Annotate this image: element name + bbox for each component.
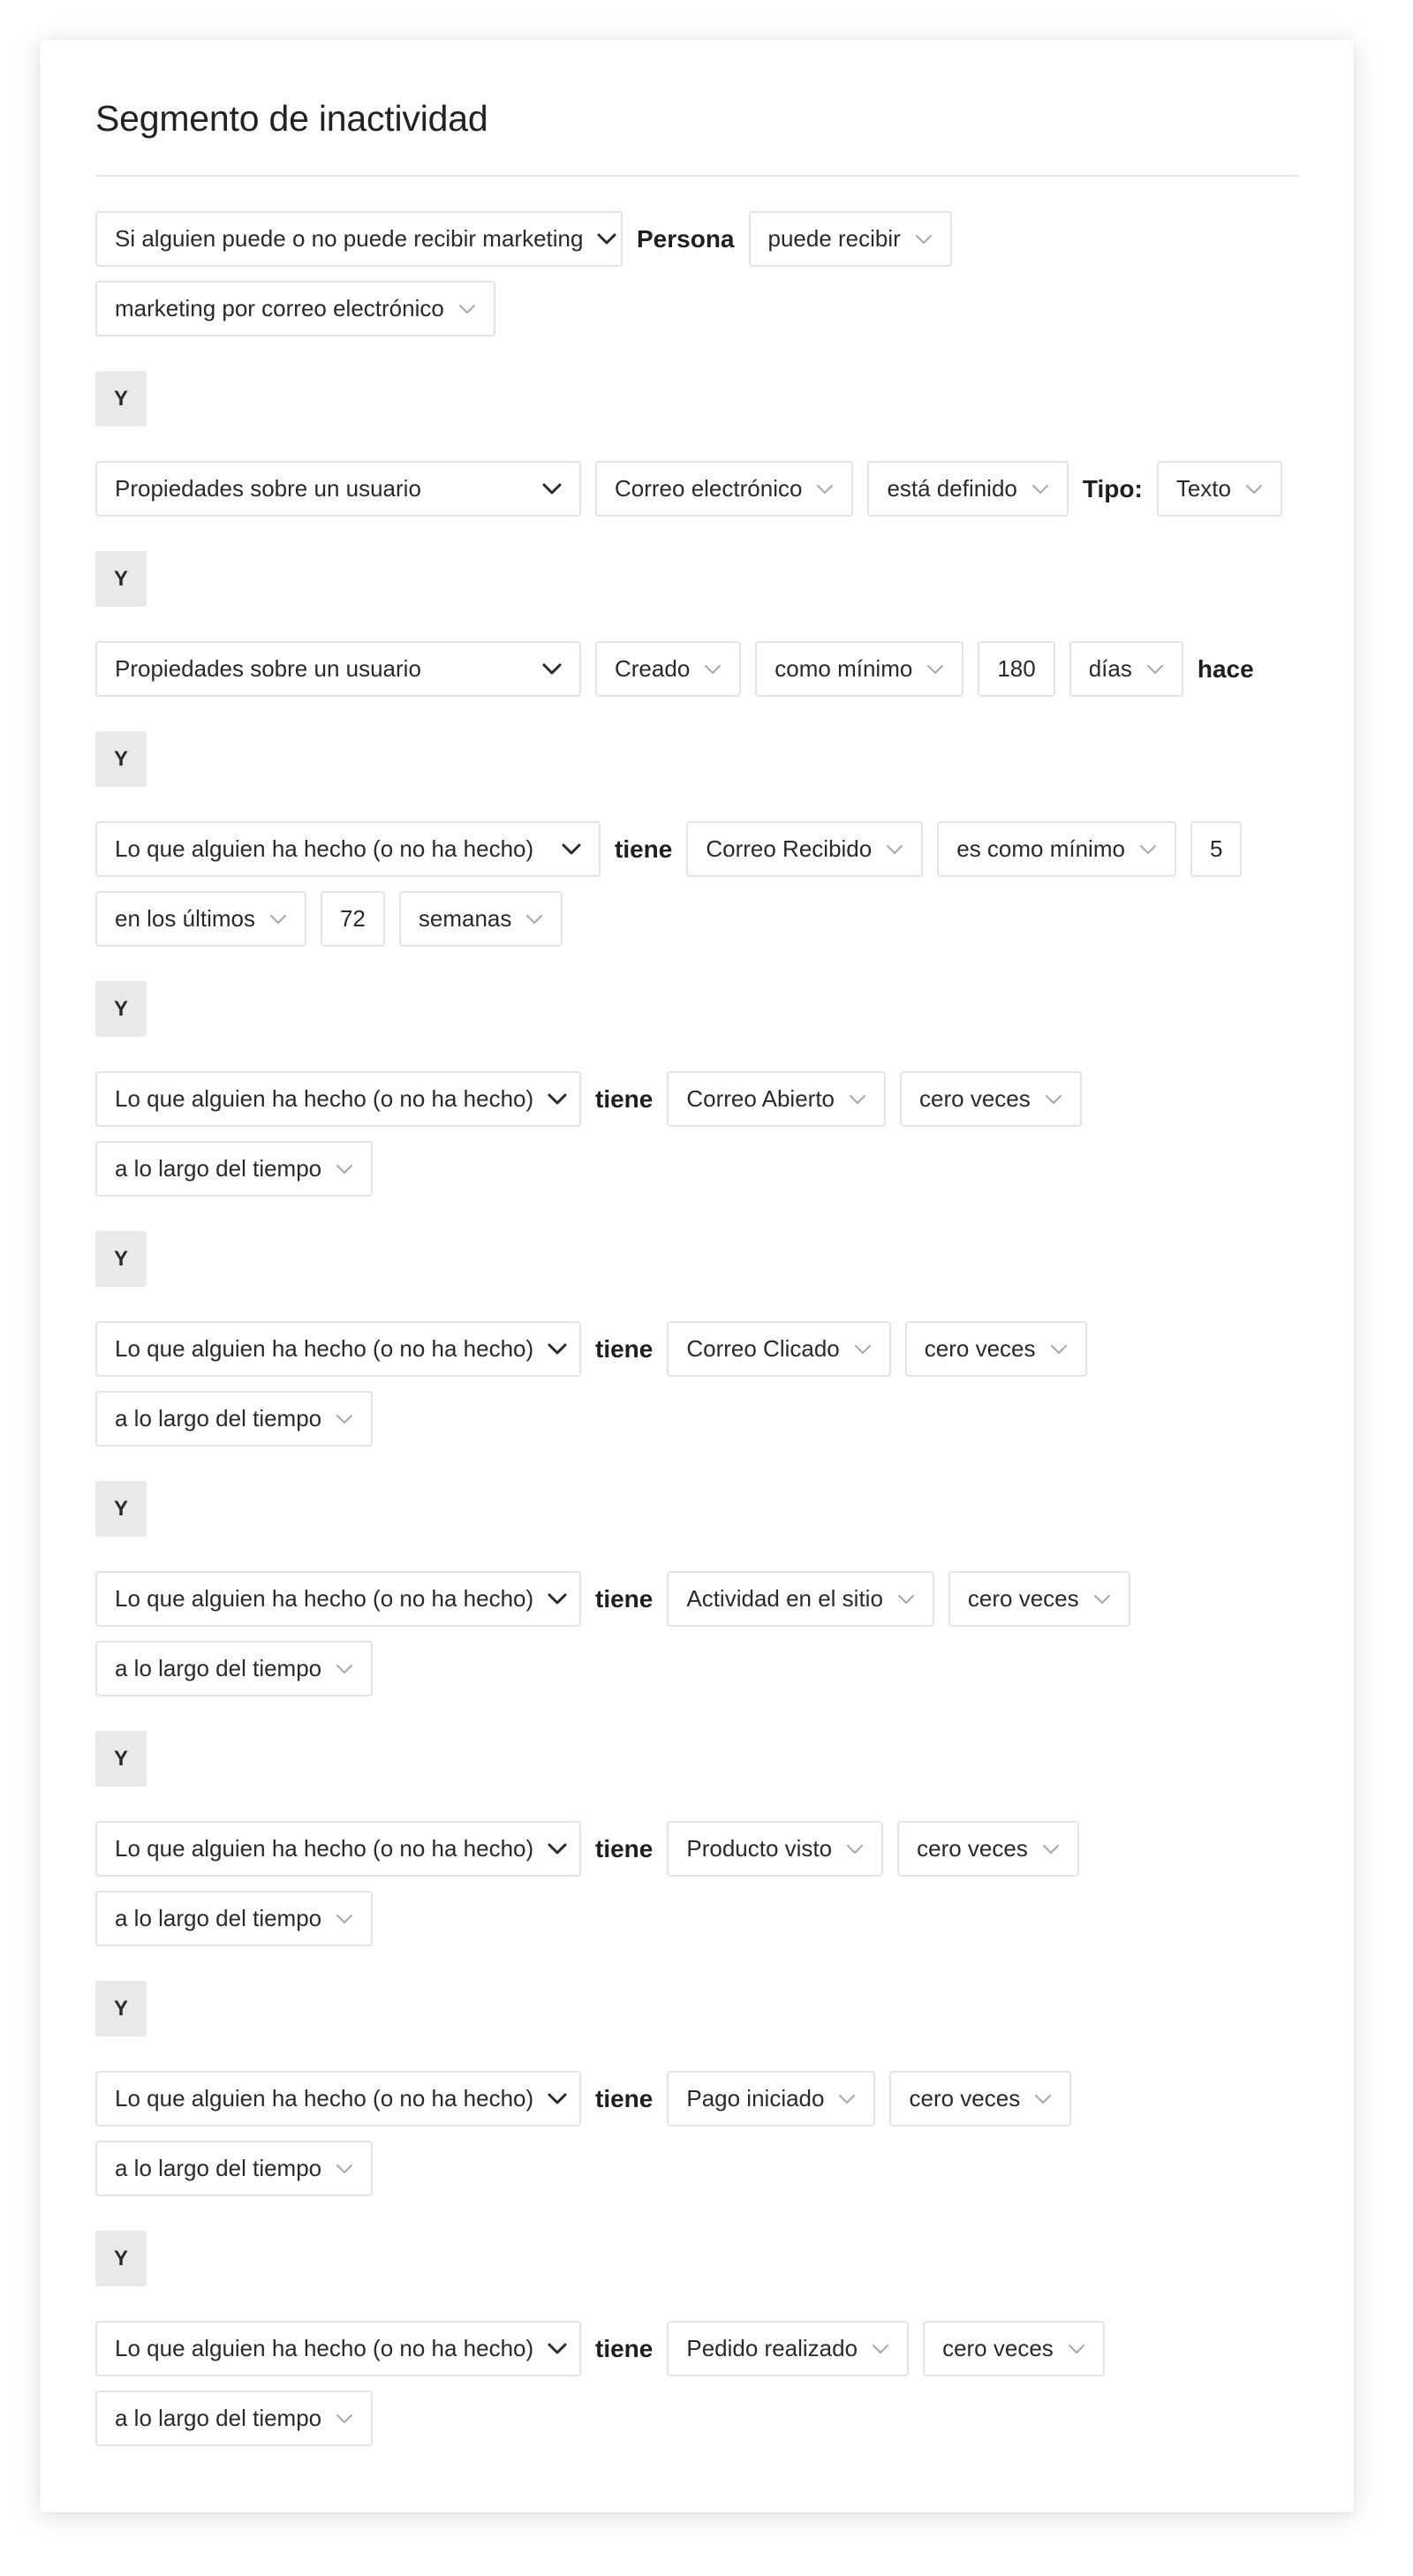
condition-type-select-value: Lo que alguien ha hecho (o no ha hecho) xyxy=(115,1335,534,1362)
metric-select[interactable] xyxy=(667,1821,883,1877)
chevron-down-icon xyxy=(562,843,581,856)
property-select-value: Creado xyxy=(615,655,691,682)
value-type-select-value: Texto xyxy=(1175,475,1231,502)
and-connector[interactable]: Y xyxy=(95,1231,147,1287)
chevron-down-icon xyxy=(926,664,944,675)
chevron-down-icon xyxy=(1068,2344,1085,2354)
metric-select[interactable] xyxy=(667,2321,909,2376)
unit-select-value: semanas xyxy=(418,905,512,932)
and-connector[interactable]: Y xyxy=(95,981,147,1037)
condition-type-select-value: Lo que alguien ha hecho (o no ha hecho) xyxy=(115,1085,534,1112)
condition-row xyxy=(95,1891,1298,1946)
condition-type-select-value: Lo que alguien ha hecho (o no ha hecho) xyxy=(115,2085,534,2111)
chevron-down-icon xyxy=(548,1843,567,1855)
condition xyxy=(95,2071,1298,2196)
conditions-list xyxy=(95,211,1298,2446)
operator-select-value: como mínimo xyxy=(775,655,913,682)
condition-type-select-value: Propiedades sobre un usuario xyxy=(115,655,421,682)
operator-select-value: cero veces xyxy=(917,1835,1028,1862)
window-select[interactable] xyxy=(95,891,306,947)
operator-select-value: cero veces xyxy=(919,1085,1031,1112)
condition-row xyxy=(95,1071,1298,1127)
condition-row xyxy=(95,891,1298,947)
metric-select-value: Pago iniciado xyxy=(686,2085,825,2111)
value-input[interactable] xyxy=(978,641,1054,697)
metric-select-value: Pedido realizado xyxy=(686,2335,858,2361)
condition-row xyxy=(95,281,1298,336)
has-label: tiene xyxy=(595,1084,654,1113)
page-title: Segmento de inactividad xyxy=(95,98,488,139)
operator-select[interactable] xyxy=(749,211,952,267)
timeframe-select-value: a lo largo del tiempo xyxy=(115,1905,322,1931)
timeframe-select[interactable] xyxy=(95,1141,373,1197)
condition-type-select[interactable] xyxy=(95,1321,581,1377)
condition-type-select-value: Lo que alguien ha hecho (o no ha hecho) xyxy=(115,835,534,862)
condition xyxy=(95,1571,1298,1696)
timeframe-select-value: a lo largo del tiempo xyxy=(115,1655,322,1681)
condition-row xyxy=(95,2391,1298,2446)
operator-select[interactable] xyxy=(948,1571,1130,1627)
condition-type-select[interactable] xyxy=(95,821,601,877)
condition xyxy=(95,641,1298,697)
condition-row xyxy=(95,211,1298,267)
chevron-down-icon xyxy=(1034,2094,1052,2104)
operator-select-value: cero veces xyxy=(924,1335,1036,1362)
has-label: tiene xyxy=(595,1584,654,1613)
chevron-down-icon xyxy=(548,2093,567,2105)
chevron-down-icon xyxy=(336,1414,353,1424)
unit-select[interactable] xyxy=(399,891,563,947)
operator-select-value: puede recibir xyxy=(767,225,901,252)
has-label: tiene xyxy=(595,1334,654,1363)
condition-type-select[interactable] xyxy=(95,1571,581,1627)
chevron-down-icon xyxy=(548,1343,567,1356)
chevron-down-icon xyxy=(548,2343,567,2355)
condition-row xyxy=(95,821,1298,877)
chevron-down-icon xyxy=(597,233,616,246)
timeframe-select-value: a lo largo del tiempo xyxy=(115,2155,322,2181)
chevron-down-icon xyxy=(336,1664,353,1674)
timeframe-select[interactable] xyxy=(95,2141,373,2196)
channel-select[interactable] xyxy=(95,281,495,336)
window-value-input[interactable] xyxy=(321,891,385,947)
condition-row xyxy=(95,641,1298,697)
condition-row xyxy=(95,2321,1298,2376)
operator-select-value: cero veces xyxy=(909,2085,1021,2111)
chevron-down-icon xyxy=(336,2164,353,2174)
segment-card xyxy=(40,40,1354,2512)
has-label: tiene xyxy=(595,1834,654,1862)
operator-select-value: cero veces xyxy=(967,1585,1079,1612)
metric-select-value: Actividad en el sitio xyxy=(686,1585,883,1612)
chevron-down-icon xyxy=(336,1914,353,1924)
and-connector[interactable]: Y xyxy=(95,371,147,427)
and-connector[interactable]: Y xyxy=(95,1981,147,2036)
suffix-label: hace xyxy=(1197,654,1254,683)
metric-select-value: Producto visto xyxy=(686,1835,833,1862)
condition-row xyxy=(95,1391,1298,1447)
metric-select-value: Correo Abierto xyxy=(686,1085,835,1112)
condition-row xyxy=(95,1821,1298,1877)
operator-select[interactable] xyxy=(937,821,1176,877)
metric-select[interactable] xyxy=(667,1571,934,1627)
condition-row xyxy=(95,1571,1298,1627)
value-type-select[interactable] xyxy=(1157,461,1282,517)
chevron-down-icon xyxy=(336,1164,353,1175)
condition-row xyxy=(95,2071,1298,2127)
metric-select-value: Correo Clicado xyxy=(686,1335,840,1362)
condition-type-select-value: Si alguien puede o no puede recibir marketing xyxy=(115,225,584,252)
condition-type-select[interactable] xyxy=(95,641,581,697)
metric-select[interactable] xyxy=(667,1071,886,1127)
chevron-down-icon xyxy=(269,914,287,925)
channel-select-value: marketing por correo electrónico xyxy=(115,295,444,321)
operator-select-value: cero veces xyxy=(942,2335,1054,2361)
timeframe-select[interactable] xyxy=(95,1391,373,1447)
chevron-down-icon xyxy=(548,1593,567,1605)
chevron-down-icon xyxy=(542,663,562,676)
metric-select[interactable] xyxy=(667,1321,890,1377)
chevron-down-icon xyxy=(1146,664,1164,675)
and-connector[interactable]: Y xyxy=(95,1731,147,1787)
timeframe-select[interactable] xyxy=(95,1641,373,1696)
unit-select-value: días xyxy=(1088,655,1132,682)
chevron-down-icon xyxy=(886,844,903,855)
condition-row xyxy=(95,1141,1298,1197)
condition-type-select-value: Lo que alguien ha hecho (o no ha hecho) xyxy=(115,1835,534,1862)
chevron-down-icon xyxy=(704,664,722,675)
condition-row xyxy=(95,1321,1298,1377)
timeframe-select-value: a lo largo del tiempo xyxy=(115,1155,322,1182)
chevron-down-icon xyxy=(915,234,933,245)
operator-select[interactable] xyxy=(867,461,1068,517)
operator-select[interactable] xyxy=(889,2071,1071,2127)
and-connector[interactable]: Y xyxy=(95,2231,147,2286)
subject-label: Persona xyxy=(637,224,735,253)
chevron-down-icon xyxy=(1045,1094,1062,1105)
and-connector[interactable]: Y xyxy=(95,1481,147,1537)
timeframe-select[interactable] xyxy=(95,2391,373,2446)
chevron-down-icon xyxy=(548,1093,567,1106)
chevron-down-icon xyxy=(458,304,476,314)
chevron-down-icon xyxy=(1031,484,1049,495)
chevron-down-icon xyxy=(846,1844,864,1855)
condition-type-select[interactable] xyxy=(95,2321,581,2376)
chevron-down-icon xyxy=(1042,1844,1060,1855)
timeframe-select-value: a lo largo del tiempo xyxy=(115,2405,322,2431)
condition xyxy=(95,1071,1298,1197)
condition xyxy=(95,1321,1298,1447)
chevron-down-icon xyxy=(542,483,562,495)
condition-row xyxy=(95,1641,1298,1696)
title-divider xyxy=(95,175,1298,177)
condition xyxy=(95,1821,1298,1946)
operator-select-value: está definido xyxy=(887,475,1017,502)
operator-select-value: es como mínimo xyxy=(956,835,1125,862)
condition-type-select[interactable] xyxy=(95,2071,581,2127)
condition-type-select-value: Lo que alguien ha hecho (o no ha hecho) xyxy=(115,2335,534,2361)
chevron-down-icon xyxy=(897,1594,915,1605)
chevron-down-icon xyxy=(1245,484,1263,495)
condition-row xyxy=(95,2141,1298,2196)
chevron-down-icon xyxy=(1050,1344,1068,1355)
metric-select[interactable] xyxy=(686,821,923,877)
value-input[interactable] xyxy=(1190,821,1242,877)
property-select-value: Correo electrónico xyxy=(615,475,803,502)
timeframe-select[interactable] xyxy=(95,1891,373,1946)
chevron-down-icon xyxy=(336,2414,353,2424)
metric-select-value: Correo Recibido xyxy=(706,835,873,862)
condition-type-select-value: Propiedades sobre un usuario xyxy=(115,475,421,502)
timeframe-select-value: a lo largo del tiempo xyxy=(115,1405,322,1432)
and-connector[interactable]: Y xyxy=(95,551,147,607)
chevron-down-icon xyxy=(525,914,543,925)
condition-type-select[interactable] xyxy=(95,211,623,267)
has-label: tiene xyxy=(595,2334,654,2362)
operator-select[interactable] xyxy=(905,1321,1087,1377)
and-connector[interactable]: Y xyxy=(95,731,147,787)
operator-select[interactable] xyxy=(900,1071,1082,1127)
chevron-down-icon xyxy=(854,1344,872,1355)
chevron-down-icon xyxy=(849,1094,866,1105)
has-label: tiene xyxy=(615,835,673,863)
chevron-down-icon xyxy=(872,2344,889,2354)
condition-type-select[interactable] xyxy=(95,1071,581,1127)
chevron-down-icon xyxy=(838,2094,856,2104)
condition-type-select[interactable] xyxy=(95,461,581,517)
operator-select[interactable] xyxy=(923,2321,1105,2376)
property-select[interactable] xyxy=(595,461,853,517)
unit-select[interactable] xyxy=(1069,641,1183,697)
condition xyxy=(95,2321,1298,2446)
chevron-down-icon xyxy=(816,484,834,495)
value-input-value: 5 xyxy=(1209,835,1223,862)
operator-select[interactable] xyxy=(897,1821,1079,1877)
property-select[interactable] xyxy=(595,641,741,697)
condition xyxy=(95,821,1298,947)
condition-type-select[interactable] xyxy=(95,1821,581,1877)
window-value-input-value: 72 xyxy=(339,905,366,932)
operator-select[interactable] xyxy=(755,641,963,697)
has-label: tiene xyxy=(595,2084,654,2112)
chevron-down-icon xyxy=(1093,1594,1111,1605)
condition xyxy=(95,461,1298,517)
condition-row xyxy=(95,461,1298,517)
chevron-down-icon xyxy=(1139,844,1157,855)
condition xyxy=(95,211,1298,336)
metric-select[interactable] xyxy=(667,2071,875,2127)
value-input-value: 180 xyxy=(997,655,1036,682)
condition-type-select-value: Lo que alguien ha hecho (o no ha hecho) xyxy=(115,1585,534,1612)
window-select-value: en los últimos xyxy=(115,905,255,932)
type-label: Tipo: xyxy=(1082,474,1143,502)
